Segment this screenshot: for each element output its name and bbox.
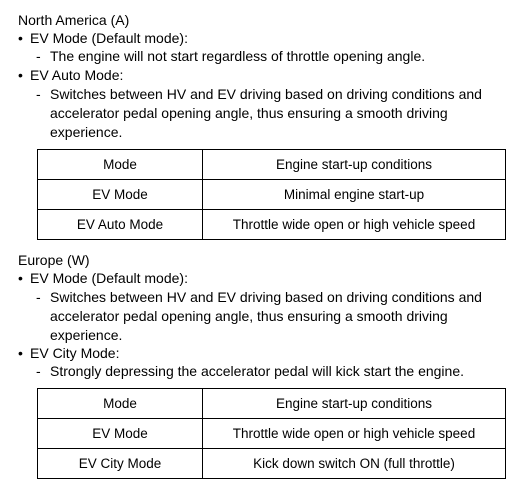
table-row [38, 419, 506, 449]
table-header-cell: Mode [38, 150, 203, 180]
bullet-ev-mode-eu [18, 269, 188, 287]
sub-item-ev-mode-na [36, 47, 516, 66]
bullet-ev-city-mode [18, 344, 119, 362]
table-cell: Kick down switch ON (full throttle) [203, 449, 506, 479]
bullet-dot: • [18, 67, 23, 83]
table-row [38, 180, 506, 210]
sub-item-ev-mode-eu [36, 288, 516, 345]
table-cell: EV Auto Mode [38, 210, 203, 240]
bullet-ev-mode-na [18, 29, 188, 47]
table-header-row [38, 389, 506, 419]
bullet-label: EV City Mode: [30, 345, 120, 361]
sub-item-ev-auto-mode [36, 85, 516, 142]
section-heading-europe: Europe (W) [18, 252, 90, 268]
table-cell: Throttle wide open or high vehicle speed [203, 419, 506, 449]
sub-item-text: Switches between HV and EV driving based on driving conditions and accelerator pedal opening angle, thus ensuring a smooth driving experience. [50, 289, 482, 343]
dash-marker: - [36, 86, 41, 102]
table-row [38, 210, 506, 240]
section-heading-north-america: North America (A) [18, 12, 130, 28]
table-cell: EV City Mode [38, 449, 203, 479]
table-header-row [38, 150, 506, 180]
sub-item-ev-city-mode [36, 362, 516, 381]
table-header-cell: Engine start-up conditions [203, 389, 506, 419]
table-header-cell: Mode [38, 389, 203, 419]
dash-marker: - [36, 363, 41, 379]
bullet-label: EV Mode (Default mode): [30, 270, 188, 286]
sub-item-text: Switches between HV and EV driving based on driving conditions and accelerator pedal opening angle, thus ensuring a smooth driving experience. [50, 86, 482, 140]
table-header-cell: Engine start-up conditions [203, 150, 506, 180]
dash-marker: - [36, 289, 41, 305]
table-cell: EV Mode [38, 180, 203, 210]
dash-marker: - [36, 48, 41, 64]
bullet-dot: • [18, 30, 23, 46]
sub-item-text: Strongly depressing the accelerator pedal will kick start the engine. [50, 363, 464, 379]
engine-startup-table-north-america [37, 149, 506, 240]
sub-item-text: The engine will not start regardless of throttle opening angle. [50, 48, 426, 64]
bullet-dot: • [18, 270, 23, 286]
bullet-label: EV Mode (Default mode): [30, 30, 188, 46]
engine-startup-table-europe [37, 388, 506, 479]
table-cell: Minimal engine start-up [203, 180, 506, 210]
table-cell: EV Mode [38, 419, 203, 449]
table-cell: Throttle wide open or high vehicle speed [203, 210, 506, 240]
bullet-label: EV Auto Mode: [30, 67, 124, 83]
bullet-dot: • [18, 345, 23, 361]
table-row [38, 449, 506, 479]
bullet-ev-auto-mode [18, 66, 123, 84]
